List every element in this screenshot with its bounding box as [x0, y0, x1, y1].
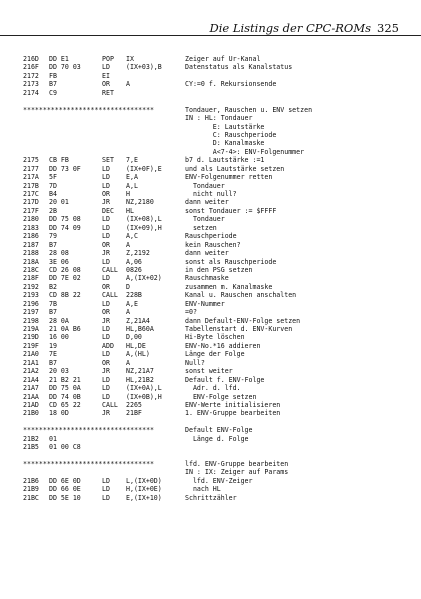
listing-line	[23, 418, 411, 426]
comment: ENV-No.*16 addieren	[185, 341, 261, 350]
assembly-listing	[23, 55, 411, 502]
listing-line	[23, 123, 411, 131]
comment: ENV-Folge setzen	[185, 392, 257, 401]
listing-line	[23, 224, 411, 232]
opcode-bytes: DD 6E 0D	[49, 476, 81, 485]
mnemonic: OR	[102, 282, 110, 291]
operand: NZ,2180	[126, 198, 154, 207]
comment: Schrittzähler	[185, 493, 237, 502]
listing-line	[23, 207, 411, 215]
address: 217F	[23, 206, 39, 215]
comment: nach HL	[185, 485, 221, 494]
address: 2183	[23, 223, 39, 232]
mnemonic: CALL	[102, 265, 118, 274]
address: 217D	[23, 198, 39, 207]
operand: 0826	[126, 265, 142, 274]
opcode-bytes: 7D	[49, 181, 57, 190]
mnemonic: EI	[102, 71, 110, 80]
address: 21B6	[23, 476, 39, 485]
address: 218F	[23, 274, 39, 283]
operand: A	[126, 240, 130, 249]
opcode-bytes: 19	[49, 341, 57, 350]
listing-line	[23, 342, 411, 350]
operand: 21BF	[126, 409, 142, 418]
listing-line	[23, 485, 411, 493]
address: 218C	[23, 265, 39, 274]
comment: sonst Tondauer := $FFFF	[185, 206, 277, 215]
address: 217B	[23, 181, 39, 190]
opcode-bytes: DD 7E 02	[49, 274, 81, 283]
mnemonic: JR	[102, 198, 110, 207]
comment: Tabellenstart d. ENV-Kurven	[185, 325, 293, 333]
listing-line	[23, 291, 411, 299]
opcode-bytes: DD 66 0E	[49, 485, 81, 494]
operand: Z,2192	[126, 249, 150, 258]
opcode-bytes: 3E 06	[49, 257, 69, 266]
operand: (IX+09),H	[126, 223, 162, 232]
operand: (IX+03),B	[126, 63, 162, 72]
listing-line	[23, 241, 411, 249]
comment: dann weiter	[185, 198, 229, 207]
listing-line	[23, 283, 411, 291]
mnemonic: OR	[102, 358, 110, 367]
opcode-bytes: 18 0D	[49, 409, 69, 418]
opcode-bytes: 01	[49, 434, 57, 443]
opcode-bytes: 28 0A	[49, 316, 69, 325]
listing-line	[23, 156, 411, 164]
listing-line	[23, 55, 411, 63]
address: 21B9	[23, 485, 39, 494]
mnemonic: LD	[102, 350, 110, 359]
operand: L,(IX+0D)	[126, 476, 162, 485]
mnemonic: DEC	[102, 206, 114, 215]
opcode-bytes: 7B	[49, 299, 57, 308]
listing-line	[23, 232, 411, 240]
mnemonic: LD	[102, 493, 110, 502]
comment: Zeiger auf Ur-Kanal	[185, 55, 261, 63]
comment: Adr. d. lfd.	[185, 384, 241, 393]
mnemonic: JR	[102, 249, 110, 258]
operand: Z,21A4	[126, 316, 150, 325]
comment: IN : IX: Zeiger auf Params	[185, 468, 289, 477]
listing-line	[23, 215, 411, 223]
address: 21AA	[23, 392, 39, 401]
listing-line	[23, 258, 411, 266]
mnemonic: LD	[102, 164, 110, 173]
mnemonic: LD	[102, 325, 110, 333]
comment: dann weiter	[185, 249, 229, 258]
address: 21A4	[23, 375, 39, 384]
mnemonic: LD	[102, 181, 110, 190]
operand: A,06	[126, 257, 142, 266]
comment: b7 d. Lautstärke :=1	[185, 156, 265, 165]
opcode-bytes: 20 03	[49, 367, 69, 376]
operand: A,(HL)	[126, 350, 150, 359]
comment: Länge der Folge	[185, 350, 245, 359]
mnemonic: LD	[102, 384, 110, 393]
listing-line	[23, 249, 411, 257]
comment: Default ENV-Folge	[185, 426, 253, 435]
address: 21A7	[23, 384, 39, 393]
address: 2175	[23, 156, 39, 165]
operand: HL	[126, 206, 134, 215]
mnemonic: LD	[102, 476, 110, 485]
address: 219D	[23, 333, 39, 342]
listing-line	[23, 182, 411, 190]
operand: (IX+0B),H	[126, 392, 162, 401]
listing-line	[23, 401, 411, 409]
separator-stars: *********************************	[23, 426, 155, 435]
opcode-bytes: B7	[49, 240, 57, 249]
mnemonic: LD	[102, 232, 110, 241]
operand: HL,B60A	[126, 325, 154, 333]
operand: IX	[126, 55, 134, 63]
listing-line	[23, 89, 411, 97]
operand: D,00	[126, 333, 142, 342]
address: 2187	[23, 240, 39, 249]
address: 216F	[23, 63, 39, 72]
address: 2197	[23, 308, 39, 317]
opcode-bytes: DD 74 09	[49, 223, 81, 232]
separator-stars: *********************************	[23, 105, 155, 114]
operand: (IX+0F),E	[126, 164, 162, 173]
listing-line	[23, 165, 411, 173]
mnemonic: CALL	[102, 400, 118, 409]
opcode-bytes: DD 5E 10	[49, 493, 81, 502]
listing-line	[23, 460, 411, 468]
opcode-bytes: 2B	[49, 206, 57, 215]
listing-line	[23, 443, 411, 451]
address: 21A2	[23, 367, 39, 376]
comment: IN : HL: Tondauer	[185, 114, 253, 123]
comment: Länge d. Folge	[185, 434, 249, 443]
comment: Tondauer, Rauschen u. ENV setzen	[185, 105, 313, 114]
mnemonic: LD	[102, 333, 110, 342]
address: 218A	[23, 257, 39, 266]
listing-line	[23, 198, 411, 206]
opcode-bytes: CD 8B 22	[49, 291, 81, 300]
listing-line	[23, 139, 411, 147]
opcode-bytes: B7	[49, 308, 57, 317]
address: 2192	[23, 282, 39, 291]
listing-line	[23, 106, 411, 114]
mnemonic: LD	[102, 63, 110, 72]
opcode-bytes: DD 75 0A	[49, 384, 81, 393]
address: 216D	[23, 55, 39, 63]
address: 21A0	[23, 350, 39, 359]
comment: setzen	[185, 223, 217, 232]
comment: ENV-Folgenummer retten	[185, 173, 273, 182]
listing-line	[23, 131, 411, 139]
address: 2196	[23, 299, 39, 308]
listing-line	[23, 350, 411, 358]
comment: D: Kanalmaske	[185, 139, 265, 148]
address: 2188	[23, 249, 39, 258]
opcode-bytes: DD E1	[49, 55, 69, 63]
separator-stars: *********************************	[23, 460, 155, 468]
operand: D	[126, 282, 130, 291]
listing-line	[23, 317, 411, 325]
address: 2173	[23, 80, 39, 89]
operand: HL,21B2	[126, 375, 154, 384]
opcode-bytes: B7	[49, 80, 57, 89]
operand: H,(IX+0E)	[126, 485, 162, 494]
address: 219F	[23, 341, 39, 350]
comment: kein Rauschen?	[185, 240, 241, 249]
comment: Rauschmaske	[185, 274, 229, 283]
address: 219A	[23, 325, 39, 333]
mnemonic: LD	[102, 215, 110, 224]
mnemonic: OR	[102, 240, 110, 249]
operand: A,C	[126, 232, 138, 241]
operand: A	[126, 358, 130, 367]
opcode-bytes: DD 74 0B	[49, 392, 81, 401]
operand: HL,DE	[126, 341, 146, 350]
opcode-bytes: B2	[49, 282, 57, 291]
listing-line	[23, 367, 411, 375]
opcode-bytes: 5F	[49, 173, 57, 182]
opcode-bytes: B7	[49, 358, 57, 367]
comment: ENV-Nummer	[185, 299, 225, 308]
mnemonic: LD	[102, 223, 110, 232]
comment: A<7-4>: ENV-Folgenummer	[185, 147, 305, 156]
address: 2177	[23, 164, 39, 173]
operand: 2265	[126, 400, 142, 409]
opcode-bytes: FB	[49, 71, 57, 80]
mnemonic: LD	[102, 299, 110, 308]
listing-line	[23, 393, 411, 401]
listing-line	[23, 477, 411, 485]
listing-line	[23, 114, 411, 122]
operand: 7,E	[126, 156, 138, 165]
listing-line	[23, 300, 411, 308]
opcode-bytes: DD 73 0F	[49, 164, 81, 173]
mnemonic: ADD	[102, 341, 114, 350]
mnemonic: OR	[102, 190, 110, 198]
comment: lfd. ENV-Gruppe bearbeiten	[185, 460, 289, 468]
mnemonic: JR	[102, 367, 110, 376]
opcode-bytes: CD 26 08	[49, 265, 81, 274]
address: 217A	[23, 173, 39, 182]
operand: A	[126, 308, 130, 317]
mnemonic: RET	[102, 88, 114, 97]
comment: Null?	[185, 358, 205, 367]
comment: Tondauer	[185, 181, 225, 190]
listing-line	[23, 468, 411, 476]
listing-line	[23, 190, 411, 198]
mnemonic: CALL	[102, 291, 118, 300]
page-header	[0, 21, 421, 36]
mnemonic: OR	[102, 80, 110, 89]
comment: dann Default-ENV-Folge setzen	[185, 316, 301, 325]
comment: Datenstatus als Kanalstatus	[185, 63, 293, 72]
listing-line	[23, 494, 411, 502]
opcode-bytes: 21 B2 21	[49, 375, 81, 384]
address: 2180	[23, 215, 39, 224]
comment: zusammen m. Kanalmaske	[185, 282, 273, 291]
comment: Rauschperiode	[185, 232, 237, 241]
opcode-bytes: 16 00	[49, 333, 69, 342]
listing-line	[23, 308, 411, 316]
mnemonic: OR	[102, 308, 110, 317]
operand: 228B	[126, 291, 142, 300]
address: 21B0	[23, 409, 39, 418]
comment: sonst weiter	[185, 367, 233, 376]
address: 217C	[23, 190, 39, 198]
comment: ENV-Werte initialisieren	[185, 400, 281, 409]
comment: E: Lautstärke	[185, 122, 265, 131]
listing-line	[23, 63, 411, 71]
address: 21A1	[23, 358, 39, 367]
listing-line	[23, 384, 411, 392]
comment: und als Lautstärke setzen	[185, 164, 285, 173]
opcode-bytes: DD 70 03	[49, 63, 81, 72]
listing-line	[23, 452, 411, 460]
operand: A,(IX+02)	[126, 274, 162, 283]
opcode-bytes: 7E	[49, 350, 57, 359]
mnemonic: LD	[102, 375, 110, 384]
mnemonic: JR	[102, 409, 110, 418]
listing-line	[23, 97, 411, 105]
comment: sonst als Rauschperiode	[185, 257, 277, 266]
operand: A	[126, 80, 130, 89]
mnemonic: JR	[102, 316, 110, 325]
opcode-bytes: CD 65 22	[49, 400, 81, 409]
listing-line	[23, 376, 411, 384]
comment: C: Rauschperiode	[185, 130, 277, 139]
listing-line	[23, 426, 411, 434]
operand: A,E	[126, 299, 138, 308]
listing-line	[23, 173, 411, 181]
comment: Tondauer	[185, 215, 225, 224]
listing-line	[23, 266, 411, 274]
comment: nicht null?	[185, 190, 237, 198]
mnemonic: LD	[102, 392, 110, 401]
comment: Hi-Byte löschen	[185, 333, 245, 342]
mnemonic: SET	[102, 156, 114, 165]
operand: (IX+0A),L	[126, 384, 162, 393]
comment: =0?	[185, 308, 197, 317]
opcode-bytes: 79	[49, 232, 57, 241]
listing-line	[23, 359, 411, 367]
listing-line	[23, 148, 411, 156]
address: 21B2	[23, 434, 39, 443]
mnemonic: LD	[102, 173, 110, 182]
comment: lfd. ENV-Zeiger	[185, 476, 253, 485]
address: 2174	[23, 88, 39, 97]
listing-line	[23, 325, 411, 333]
opcode-bytes: CB FB	[49, 156, 69, 165]
operand: E,A	[126, 173, 138, 182]
address: 2172	[23, 71, 39, 80]
address: 21B5	[23, 443, 39, 452]
opcode-bytes: B4	[49, 190, 57, 198]
page-number: 325	[377, 21, 399, 35]
comment: Default f. ENV-Folge	[185, 375, 265, 384]
operand: E,(IX+10)	[126, 493, 162, 502]
operand: H	[126, 190, 130, 198]
mnemonic: LD	[102, 257, 110, 266]
mnemonic: LD	[102, 274, 110, 283]
operand: A,L	[126, 181, 138, 190]
address: 21BC	[23, 493, 39, 502]
listing-line	[23, 72, 411, 80]
comment: Kanal u. Rauschen anschalten	[185, 291, 297, 300]
comment: in den PSG setzen	[185, 265, 253, 274]
comment: CY:=0 f. Rekursionsende	[185, 80, 277, 89]
comment: 1. ENV-Gruppe bearbeiten	[185, 409, 281, 418]
opcode-bytes: C9	[49, 88, 57, 97]
listing-line	[23, 80, 411, 88]
opcode-bytes: DD 75 08	[49, 215, 81, 224]
operand: NZ,21A7	[126, 367, 154, 376]
running-title: Die Listings der CPC-ROMs	[209, 21, 371, 35]
opcode-bytes: 20 01	[49, 198, 69, 207]
opcode-bytes: 21 0A B6	[49, 325, 81, 333]
operand: (IX+08),L	[126, 215, 162, 224]
opcode-bytes: 01 00 C8	[49, 443, 81, 452]
listing-line	[23, 333, 411, 341]
listing-line	[23, 435, 411, 443]
listing-line	[23, 274, 411, 282]
address: 2186	[23, 232, 39, 241]
mnemonic: LD	[102, 485, 110, 494]
listing-line	[23, 409, 411, 417]
opcode-bytes: 28 08	[49, 249, 69, 258]
address: 2193	[23, 291, 39, 300]
address: 2198	[23, 316, 39, 325]
address: 21AD	[23, 400, 39, 409]
mnemonic: POP	[102, 55, 114, 63]
